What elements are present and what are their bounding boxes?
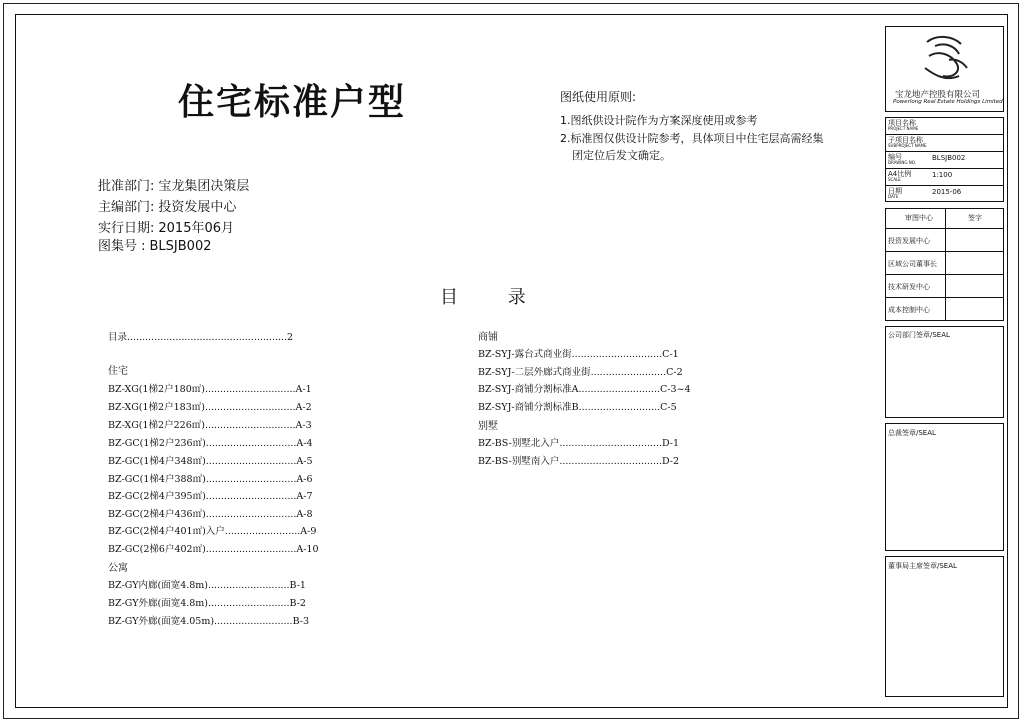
approval-row: 成本控制中心 <box>888 306 930 314</box>
info-label: A4比例 <box>888 170 912 178</box>
toc-entry: BZ-XG(1梯2户183㎡)..............................A-2 <box>108 402 312 413</box>
toc-entry: BZ-GY外廊(面宽4.8m)...........................B-2 <box>108 598 306 609</box>
divider <box>885 251 1004 252</box>
toc-entry: BZ-GY内廊(面宽4.8m)...........................B-1 <box>108 580 306 591</box>
toc-entry: BZ-XG(1梯2户180㎡)..............................A-1 <box>108 384 312 395</box>
dragon-logo-icon <box>915 32 975 84</box>
toc-title: 目 录 <box>440 287 548 308</box>
approval-row: 投资发展中心 <box>888 237 930 245</box>
toc-entry: BZ-XG(1梯2户226㎡)..............................A-3 <box>108 420 312 431</box>
seal-box-chairman <box>885 556 1004 697</box>
toc-section-heading: 商铺 <box>478 332 498 343</box>
seal-label: 董事局主席签章/SEAL <box>888 562 957 570</box>
toc-entry: BZ-GC(2梯4户395㎡)..............................A-7 <box>108 491 313 502</box>
company-name: 宝龙地产控股有限公司 <box>895 90 981 100</box>
info-label: 编号 <box>888 153 902 161</box>
note-line: 2.标准图仅供设计院参考，具体项目中住宅层高需经集 <box>560 132 824 145</box>
seal-box-president <box>885 423 1004 551</box>
divider <box>885 185 1004 186</box>
toc-entry: 目录.....................................................2 <box>108 332 294 343</box>
approval-dept: 批准部门: 宝龙集团决策层 <box>98 179 250 194</box>
seal-label: 总裁签章/SEAL <box>888 429 936 437</box>
info-label: 子项目名称 <box>888 136 923 144</box>
toc-entry: BZ-GC(2梯4户436㎡)..............................A-8 <box>108 509 313 520</box>
note-line: 1.图纸供设计院作为方案深度使用或参考 <box>560 114 758 127</box>
approval-row: 区域公司董事长 <box>888 260 937 268</box>
divider <box>945 208 946 321</box>
toc-section-heading: 住宅 <box>108 366 128 377</box>
toc-section-heading: 公寓 <box>108 563 128 574</box>
divider <box>885 297 1004 298</box>
company-name-en: Powerlong Real Estate Holdings Limited <box>893 99 1003 105</box>
note-line: 团定位后发文确定。 <box>572 149 671 162</box>
effective-date: 实行日期: 2015年06月 <box>98 221 235 236</box>
toc-entry: BZ-SYJ-露台式商业街..............................C-1 <box>478 349 679 360</box>
notes-heading: 图纸使用原则: <box>560 90 637 104</box>
drawing-number-value: BLSJB002 <box>932 154 966 162</box>
approval-header-dept: 审图中心 <box>905 214 933 222</box>
toc-entry: BZ-GC(2梯6户402㎡)..............................A-10 <box>108 544 319 555</box>
divider <box>885 151 1004 152</box>
page-title: 住宅标准户型 <box>178 82 407 123</box>
toc-entry: BZ-GC(1梯4户348㎡)..............................A-5 <box>108 456 313 467</box>
divider <box>885 228 1004 229</box>
seal-label: 公司部门签章/SEAL <box>888 331 950 339</box>
info-sublabel: PROJECT NAME <box>888 126 919 131</box>
toc-section-heading: 别墅 <box>478 421 498 432</box>
info-sublabel: SUBPROJECT NAME <box>888 143 927 148</box>
approval-row: 技术研发中心 <box>888 283 930 291</box>
info-label: 项目名称 <box>888 119 916 127</box>
toc-entry: BZ-SYJ-二层外廊式商业街.........................C-2 <box>478 367 683 378</box>
toc-entry: BZ-BS-别墅南入户..................................D-2 <box>478 456 680 467</box>
toc-entry: BZ-SYJ-商铺分割标准A...........................C-3~4 <box>478 384 691 395</box>
info-sublabel: DRAWING NO. <box>888 160 916 165</box>
editor-dept: 主编部门: 投资发展中心 <box>98 200 237 215</box>
info-sublabel: SCALE <box>888 177 901 182</box>
scale-value: 1:100 <box>932 171 953 179</box>
atlas-number: 图集号 : BLSJB002 <box>98 239 212 254</box>
approval-header-sign: 签字 <box>968 214 982 222</box>
info-label: 日期 <box>888 187 902 195</box>
toc-entry: BZ-GC(1梯4户388㎡)..............................A-6 <box>108 474 313 485</box>
toc-entry: BZ-GC(1梯2户236㎡)..............................A-4 <box>108 438 313 449</box>
toc-entry: BZ-BS-别墅北入户..................................D-1 <box>478 438 680 449</box>
divider <box>885 274 1004 275</box>
toc-entry: BZ-SYJ-商铺分割标准B...........................C-5 <box>478 402 677 413</box>
toc-entry: BZ-GC(2梯4户401㎡)入户.........................A-9 <box>108 526 317 537</box>
date-value: 2015-06 <box>932 188 962 196</box>
toc-entry: BZ-GY外廊(面宽4.05m)..........................B-3 <box>108 616 309 627</box>
info-sublabel: DATE <box>888 194 899 199</box>
